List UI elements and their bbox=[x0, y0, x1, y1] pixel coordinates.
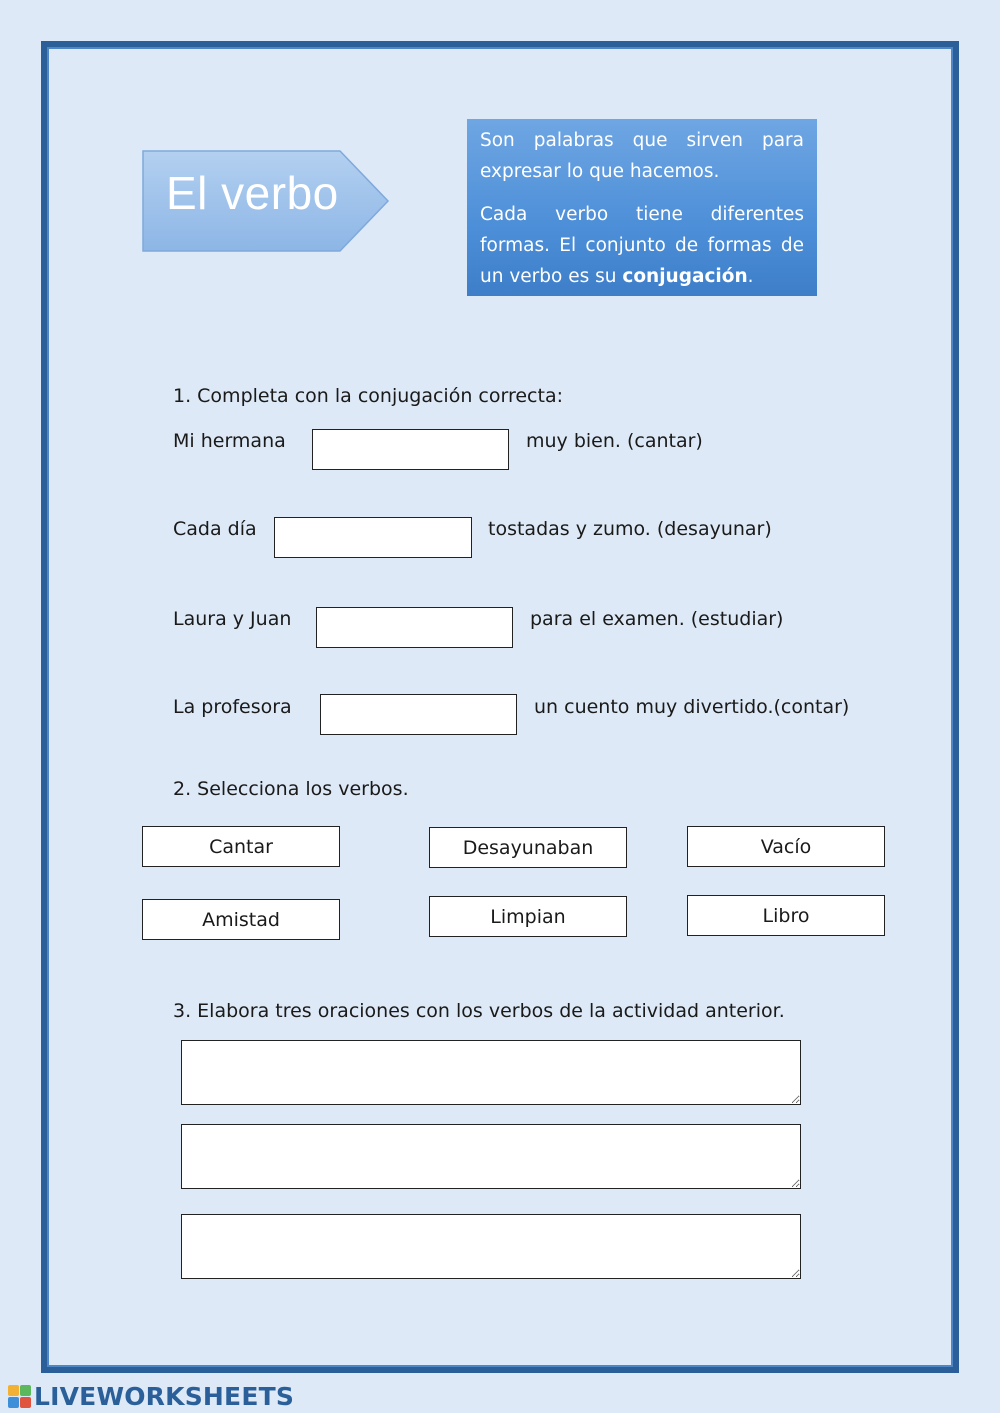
sentence-answer-box-2[interactable] bbox=[181, 1124, 801, 1189]
definition-text: Cada verbo tiene diferentes formas. El conjunto de formas de un verbo es su bbox=[480, 204, 804, 287]
definition-period: . bbox=[747, 266, 754, 287]
sentence2-answer-input[interactable] bbox=[274, 517, 472, 558]
exercise3-heading: 3. Elabora tres oraciones con los verbos de la actividad anterior. bbox=[173, 1000, 785, 1022]
sentence1-after: muy bien. (cantar) bbox=[526, 430, 703, 452]
sentence4-before: La profesora bbox=[173, 696, 292, 718]
definition-paragraph-2 bbox=[480, 199, 804, 292]
sentence1-before: Mi hermana bbox=[173, 430, 286, 452]
exercise1-heading: 1. Completa con la conjugación correcta: bbox=[173, 385, 563, 407]
sentence-answer-box-1[interactable] bbox=[181, 1040, 801, 1105]
sentence4-after: un cuento muy divertido.(contar) bbox=[534, 696, 850, 718]
definition-paragraph-1: Son palabras que sirven para expresar lo que hacemos. bbox=[480, 130, 804, 182]
definition-keyword: conjugación bbox=[622, 266, 748, 287]
sentence2-before: Cada día bbox=[173, 518, 257, 540]
sentence3-answer-input[interactable] bbox=[316, 607, 513, 648]
exercise2-heading: 2. Selecciona los verbos. bbox=[173, 778, 409, 800]
sentence3-after: para el examen. (estudiar) bbox=[530, 608, 784, 630]
logo-blocks-icon bbox=[8, 1385, 31, 1408]
word-option-desayunaban[interactable]: Desayunaban bbox=[429, 827, 627, 868]
word-option-cantar[interactable]: Cantar bbox=[142, 826, 340, 867]
definition-box bbox=[467, 119, 817, 296]
word-option-amistad[interactable]: Amistad bbox=[142, 899, 340, 940]
logo-text: LIVEWORKSHEETS bbox=[34, 1381, 295, 1411]
sentence1-answer-input[interactable] bbox=[312, 429, 509, 470]
sentence4-answer-input[interactable] bbox=[320, 694, 517, 735]
word-option-limpian[interactable]: Limpian bbox=[429, 896, 627, 937]
word-option-vacio[interactable]: Vacío bbox=[687, 826, 885, 867]
sentence3-before: Laura y Juan bbox=[173, 608, 292, 630]
sentence2-after: tostadas y zumo. (desayunar) bbox=[488, 518, 772, 540]
word-option-libro[interactable]: Libro bbox=[687, 895, 885, 936]
liveworksheets-logo bbox=[8, 1382, 294, 1410]
sentence-answer-box-3[interactable] bbox=[181, 1214, 801, 1279]
page-title: El verbo bbox=[166, 167, 339, 219]
